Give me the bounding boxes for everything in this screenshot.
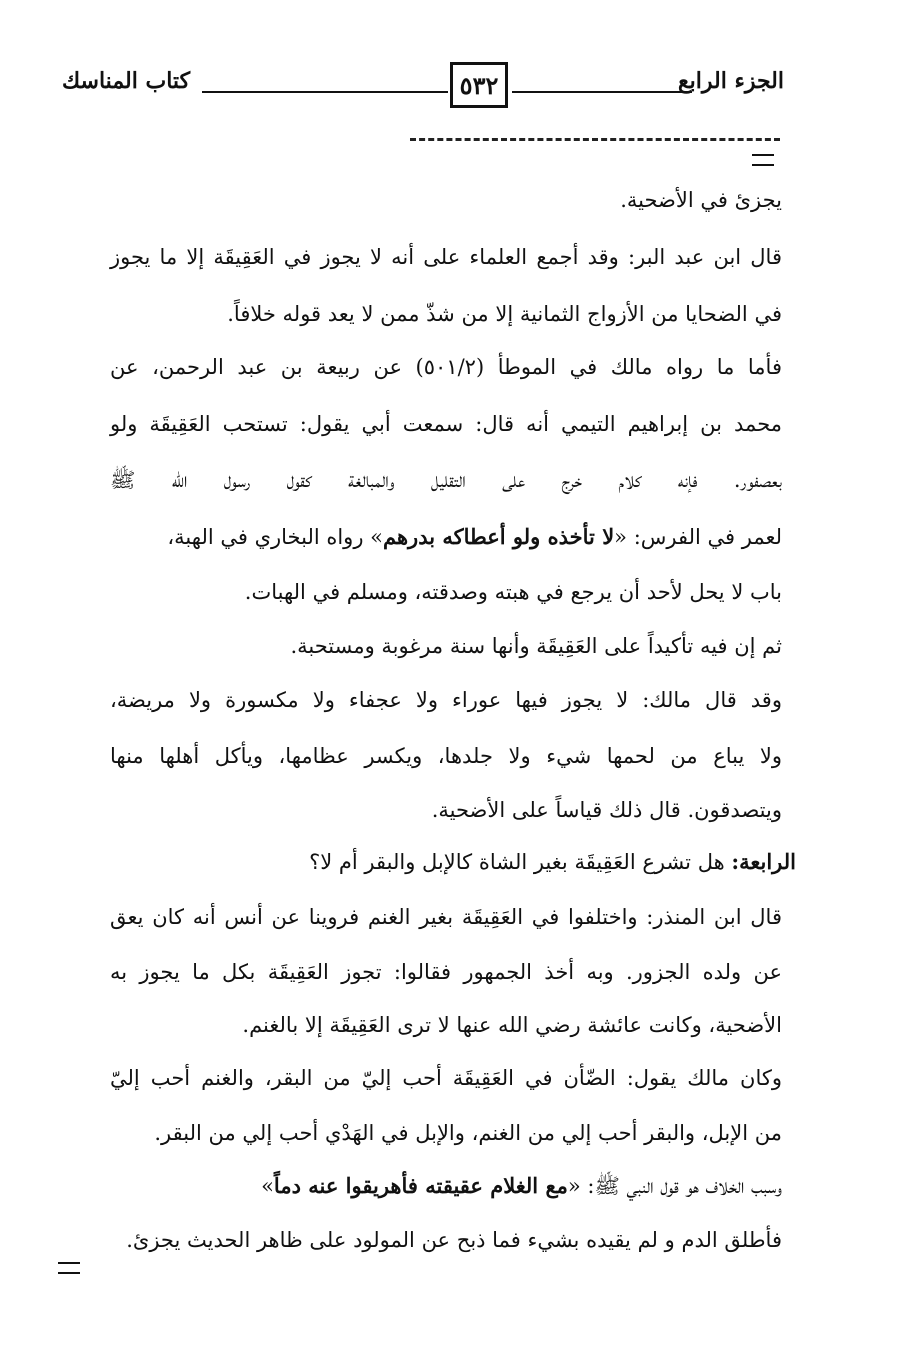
header-rule-right bbox=[512, 91, 692, 93]
section-heading-line bbox=[309, 842, 796, 882]
continuation-mark-bottom bbox=[58, 1262, 80, 1274]
hadith-quote: مع الغلام عقيقته فأهريقوا عنه دماً bbox=[273, 1173, 568, 1198]
continuation-mark-top bbox=[752, 154, 774, 166]
text-line: محمد بن إبراهيم التيمي أنه قال: سمعت أبي يقول: تستحب العَقِيقَة ولو bbox=[110, 412, 782, 436]
page-header bbox=[62, 62, 784, 112]
text-line: وقد قال مالك: لا يجوز فيها عوراء ولا عجفاء ولا مكسورة ولا مريضة، bbox=[110, 688, 782, 712]
text-line: فأما ما رواه مالك في الموطأ (٥٠١/٢) عن ربيعة بن عبد الرحمن، عن bbox=[110, 355, 782, 379]
text-line: من الإبل، والبقر أحب إلي من الغنم، والإبل في الهَدْي أحب إلي من البقر. bbox=[154, 1121, 782, 1145]
text-segment: » bbox=[261, 1174, 274, 1198]
text-line: وكان مالك يقول: الضّأن في العَقِيقَة أحب إليّ من البقر، والغنم أحب إليّ bbox=[110, 1066, 782, 1090]
book-title: كتاب المناسك bbox=[62, 68, 191, 94]
text-line: عن ولده الجزور. وبه أخذ الجمهور فقالوا: تجوز العَقِيقَة بكل ما يجوز به bbox=[110, 960, 782, 984]
text-line: في الضحايا من الأزواج الثمانية إلا من شذّ ممن لا يعد قوله خلافاً. bbox=[227, 302, 782, 326]
page-number: ٥٣٢ bbox=[450, 62, 508, 108]
text-segment: وسبب الخلاف هو قول النبي ﷺ: « bbox=[567, 1174, 782, 1198]
text-segment: لعمر في الفرس: « bbox=[614, 525, 782, 549]
volume-title: الجزء الرابع bbox=[677, 68, 784, 94]
text-line: بعصفور. فإنه كلام خرج على التقليل والمبالغة كقول رسول الله ﷺ bbox=[110, 468, 782, 492]
section-label: الرابعة: bbox=[731, 849, 796, 874]
text-segment: » رواه البخاري في الهبة، bbox=[167, 525, 383, 549]
dashed-separator bbox=[410, 138, 780, 141]
text-line: قال ابن عبد البر: وقد أجمع العلماء على أنه لا يجوز في العَقِيقَة إلا ما يجوز bbox=[110, 245, 782, 269]
text-line: فأطلق الدم و لم يقيده بشيء فما ذبح عن المولود على ظاهر الحديث يجزئ. bbox=[126, 1228, 782, 1252]
section-question: هل تشرع العَقِيقَة بغير الشاة كالإبل والبقر أم لا؟ bbox=[309, 850, 732, 874]
text-line: الأضحية، وكانت عائشة رضي الله عنها لا ترى العَقِيقَة إلا بالغنم. bbox=[242, 1013, 782, 1037]
hadith-quote: لا تأخذه ولو أعطاكه بدرهم bbox=[383, 524, 615, 549]
text-line: ولا يباع من لحمها شيء ولا جلدها، ويكسر عظامها، ويأكل أهلها منها bbox=[110, 744, 782, 768]
text-line: قال ابن المنذر: واختلفوا في العَقِيقَة بغير الغنم فروينا عن أنس أنه كان يعق bbox=[110, 905, 782, 929]
text-line: باب لا يحل لأحد أن يرجع في هبته وصدقته، ومسلم في الهبات. bbox=[244, 580, 782, 604]
text-line: ويتصدقون. قال ذلك قياساً على الأضحية. bbox=[431, 798, 782, 822]
text-line: ثم إن فيه تأكيداً على العَقِيقَة وأنها سنة مرغوبة ومستحبة. bbox=[290, 634, 782, 658]
text-line bbox=[261, 1166, 782, 1206]
text-line: يجزئ في الأضحية. bbox=[620, 188, 782, 212]
header-rule-left bbox=[202, 91, 448, 93]
text-line bbox=[167, 517, 782, 557]
